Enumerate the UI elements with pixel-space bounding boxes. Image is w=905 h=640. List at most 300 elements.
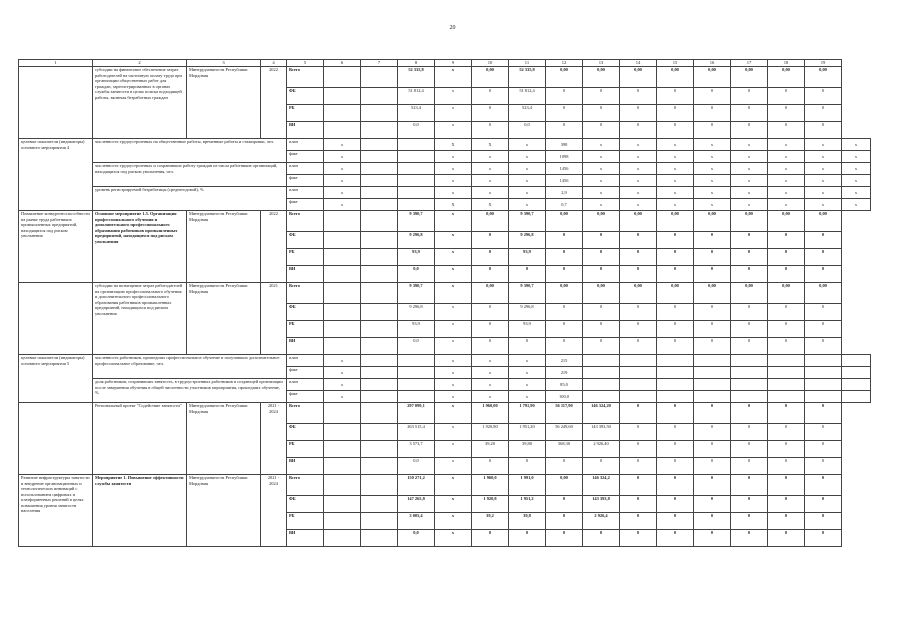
page-number: 20 — [449, 25, 456, 31]
indicator-name: численность работников, прошедших профессиональное обучение и получивших дополнительное профессиональное образование, чел. — [93, 355, 287, 379]
value-cell: 0 — [583, 122, 620, 139]
source-cell: Всего — [287, 403, 324, 424]
source-cell: РБ — [287, 513, 324, 530]
value-cell: 0 — [472, 530, 509, 547]
value-cell: 0 — [768, 458, 805, 475]
value-cell: х — [435, 151, 472, 163]
source-cell: Всего — [287, 283, 324, 304]
value-cell: 0 — [768, 513, 805, 530]
value-cell — [842, 391, 871, 403]
value-cell: 0 — [583, 249, 620, 266]
value-cell: 1456 — [546, 175, 583, 187]
value-cell: 0 — [694, 105, 731, 122]
value-cell: 9 296,8 — [398, 232, 435, 249]
value-cell: х — [842, 151, 871, 163]
empty-cell — [398, 199, 435, 211]
value-cell — [731, 367, 768, 379]
executor-cell: Минтрудзанятости Республики Мордовия — [187, 403, 261, 475]
value-cell: 0 — [768, 496, 805, 513]
empty-cell — [324, 122, 361, 139]
value-cell — [805, 367, 842, 379]
value-cell: 0 — [472, 122, 509, 139]
value-cell: Х — [472, 199, 509, 211]
empty-cell — [361, 211, 398, 232]
value-cell: 0 — [694, 232, 731, 249]
value-cell: 0 — [546, 321, 583, 338]
value-cell: 9 390,7 — [398, 211, 435, 232]
empty-cell — [324, 232, 361, 249]
value-cell: 0 — [583, 304, 620, 321]
source-cell: ФБ — [287, 88, 324, 105]
value-cell: х — [509, 187, 546, 199]
funding-row — [19, 475, 871, 496]
value-cell: 0 — [731, 249, 768, 266]
value-cell: х — [731, 175, 768, 187]
value-cell: х — [435, 441, 472, 458]
value-cell: х — [805, 187, 842, 199]
value-cell: 0 — [694, 496, 731, 513]
empty-cell — [361, 496, 398, 513]
period-cell: 2022 — [261, 67, 287, 139]
value-cell — [805, 391, 842, 403]
value-cell: 0 — [620, 122, 657, 139]
value-cell: 0,00 — [657, 211, 694, 232]
value-cell: 0,00 — [731, 67, 768, 88]
value-cell: 0 — [694, 249, 731, 266]
value-cell: х — [583, 175, 620, 187]
funding-row — [19, 67, 871, 88]
value-cell — [731, 391, 768, 403]
column-number: 5 — [287, 60, 324, 67]
source-cell: РБ — [287, 441, 324, 458]
value-cell: 0 — [805, 496, 842, 513]
empty-cell — [361, 175, 398, 187]
value-cell: х — [435, 283, 472, 304]
empty-cell — [361, 355, 398, 367]
value-cell: 0,00 — [620, 283, 657, 304]
value-cell: х — [694, 139, 731, 151]
value-cell — [731, 355, 768, 367]
indicator-group-label: целевые показатели (индикаторы) основного мероприятия 5 — [19, 355, 93, 403]
value-cell: х — [435, 266, 472, 283]
value-cell — [768, 355, 805, 367]
empty-cell — [398, 355, 435, 367]
value-cell: 0,0 — [398, 458, 435, 475]
value-cell: х — [768, 139, 805, 151]
empty-cell — [361, 249, 398, 266]
value-cell: 0,00 — [805, 211, 842, 232]
value-cell: 0 — [620, 513, 657, 530]
value-cell: 0 — [620, 266, 657, 283]
value-cell: 0 — [546, 338, 583, 355]
value-cell — [731, 379, 768, 391]
empty-cell — [361, 266, 398, 283]
value-cell: 0 — [768, 249, 805, 266]
value-cell: 0 — [657, 88, 694, 105]
value-cell: 0 — [805, 338, 842, 355]
value-cell: 0,00 — [546, 283, 583, 304]
empty-cell — [324, 105, 361, 122]
value-cell: х — [805, 175, 842, 187]
goal-cell — [19, 67, 93, 139]
value-cell: 1456 — [546, 163, 583, 175]
value-cell: х — [657, 187, 694, 199]
plan-fact-label: план — [287, 163, 324, 175]
value-cell: 0 — [546, 304, 583, 321]
empty-cell — [361, 163, 398, 175]
value-cell: 219 — [546, 367, 583, 379]
value-cell: х — [435, 304, 472, 321]
value-cell: 0 — [768, 122, 805, 139]
source-cell: ВИ — [287, 458, 324, 475]
value-cell: 93,9 — [509, 321, 546, 338]
value-cell: х — [324, 391, 361, 403]
value-cell: 0 — [731, 458, 768, 475]
value-cell: 1 960,0 — [472, 475, 509, 496]
value-cell: Х — [472, 139, 509, 151]
indicator-name: численность трудоустроенных на общественные работы, временные работы и стажировки, чел. — [93, 139, 287, 163]
value-cell: 0,00 — [583, 211, 620, 232]
value-cell: 0 — [657, 304, 694, 321]
value-cell: х — [509, 391, 546, 403]
value-cell: 0,00 — [546, 475, 583, 496]
empty-cell — [361, 367, 398, 379]
value-cell: 2,9 — [546, 187, 583, 199]
column-number: 15 — [657, 60, 694, 67]
empty-cell — [361, 424, 398, 441]
column-number: 12 — [546, 60, 583, 67]
value-cell: х — [435, 513, 472, 530]
value-cell: 0 — [694, 530, 731, 547]
value-cell: х — [805, 199, 842, 211]
value-cell: 0 — [620, 458, 657, 475]
value-cell: 0 — [768, 475, 805, 496]
value-cell: 0 — [620, 496, 657, 513]
value-cell: 39,20 — [472, 441, 509, 458]
value-cell: х — [731, 139, 768, 151]
value-cell: 0 — [620, 441, 657, 458]
empty-cell — [361, 391, 398, 403]
value-cell: 0,0 — [398, 338, 435, 355]
value-cell — [694, 367, 731, 379]
empty-cell — [361, 530, 398, 547]
empty-cell — [324, 424, 361, 441]
value-cell: х — [472, 151, 509, 163]
value-cell: 0 — [731, 475, 768, 496]
plan-fact-label: факт — [287, 175, 324, 187]
value-cell: 9 296,8 — [398, 304, 435, 321]
value-cell: 0 — [694, 88, 731, 105]
value-cell: 146 324,20 — [583, 403, 620, 424]
value-cell: 0 — [620, 232, 657, 249]
value-cell: х — [805, 163, 842, 175]
value-cell: 0,00 — [472, 283, 509, 304]
value-cell: 39,8 — [509, 513, 546, 530]
value-cell: 0 — [731, 513, 768, 530]
value-cell: х — [509, 367, 546, 379]
funding-row — [19, 403, 871, 424]
value-cell — [768, 391, 805, 403]
value-cell: 0 — [731, 441, 768, 458]
value-cell: 0,00 — [805, 283, 842, 304]
value-cell: 0,00 — [768, 211, 805, 232]
value-cell: х — [509, 151, 546, 163]
value-cell: х — [472, 163, 509, 175]
value-cell: х — [768, 187, 805, 199]
empty-cell — [324, 403, 361, 424]
value-cell: 0,00 — [657, 67, 694, 88]
value-cell: 0 — [583, 105, 620, 122]
value-cell: 0 — [657, 403, 694, 424]
value-cell: 0 — [620, 475, 657, 496]
value-cell: 0 — [620, 88, 657, 105]
value-cell: х — [805, 139, 842, 151]
column-number: 18 — [768, 60, 805, 67]
value-cell: 0 — [546, 266, 583, 283]
value-cell: 0 — [657, 458, 694, 475]
column-number: 8 — [398, 60, 435, 67]
source-cell: ФБ — [287, 496, 324, 513]
value-cell: 263 515,4 — [398, 424, 435, 441]
value-cell: 0 — [768, 441, 805, 458]
empty-cell — [361, 513, 398, 530]
value-cell: 0 — [694, 321, 731, 338]
indicator-row — [19, 163, 871, 175]
empty-cell — [361, 139, 398, 151]
value-cell: 0 — [657, 424, 694, 441]
value-cell: х — [435, 321, 472, 338]
empty-cell — [324, 88, 361, 105]
value-cell: х — [472, 367, 509, 379]
value-cell: 0 — [694, 338, 731, 355]
value-cell: 0 — [694, 458, 731, 475]
value-cell: х — [509, 175, 546, 187]
value-cell: 0 — [583, 321, 620, 338]
indicator-row — [19, 379, 871, 391]
program-table — [18, 59, 871, 547]
value-cell: 0 — [805, 304, 842, 321]
value-cell: 0 — [620, 105, 657, 122]
value-cell: 0 — [472, 338, 509, 355]
value-cell: 0,00 — [583, 67, 620, 88]
value-cell: х — [509, 199, 546, 211]
column-number: 4 — [261, 60, 287, 67]
plan-fact-label: план — [287, 139, 324, 151]
header-row — [19, 60, 871, 67]
period-cell: 2021 — [261, 283, 287, 355]
value-cell: х — [768, 175, 805, 187]
plan-fact-label: план — [287, 379, 324, 391]
value-cell: х — [435, 496, 472, 513]
empty-cell — [361, 283, 398, 304]
column-number: 6 — [324, 60, 361, 67]
value-cell: х — [731, 151, 768, 163]
value-cell: х — [731, 199, 768, 211]
value-cell: Х — [435, 199, 472, 211]
value-cell: 1 791,90 — [509, 403, 546, 424]
value-cell: 143 393,50 — [583, 424, 620, 441]
value-cell — [805, 355, 842, 367]
measure-cell: субсидии на возмещение затрат работодателей на организацию профессионального обучения и дополнительного профессионального образования работников промышленных предприятий, находящихся под риском увольнения — [93, 283, 187, 355]
value-cell: 0,00 — [657, 283, 694, 304]
value-cell: 0 — [805, 88, 842, 105]
value-cell: 0,00 — [546, 67, 583, 88]
value-cell: 0 — [805, 122, 842, 139]
value-cell: 0,0 — [398, 122, 435, 139]
value-cell: х — [324, 199, 361, 211]
measure-cell: Региональный проект "Содействие занятости" — [93, 403, 187, 475]
source-cell: ФБ — [287, 304, 324, 321]
value-cell: х — [324, 139, 361, 151]
value-cell: х — [472, 187, 509, 199]
value-cell: 0 — [731, 530, 768, 547]
value-cell: х — [620, 163, 657, 175]
value-cell: 0 — [472, 321, 509, 338]
goal-cell — [19, 283, 93, 355]
value-cell: 0 — [805, 232, 842, 249]
empty-cell — [324, 458, 361, 475]
value-cell: 9 296,8 — [509, 304, 546, 321]
value-cell: 0 — [805, 424, 842, 441]
value-cell: Х — [435, 139, 472, 151]
value-cell: х — [657, 163, 694, 175]
value-cell: 0 — [768, 232, 805, 249]
empty-cell — [361, 304, 398, 321]
value-cell: х — [731, 163, 768, 175]
value-cell: х — [435, 379, 472, 391]
value-cell: 1 960,00 — [472, 403, 509, 424]
column-number: 3 — [187, 60, 261, 67]
value-cell: 0 — [620, 321, 657, 338]
value-cell: х — [805, 151, 842, 163]
column-number: 19 — [805, 60, 842, 67]
value-cell: 0 — [731, 321, 768, 338]
value-cell: 0,00 — [768, 283, 805, 304]
value-cell: 1098 — [546, 151, 583, 163]
empty-cell — [361, 88, 398, 105]
empty-cell — [324, 530, 361, 547]
value-cell: 0,00 — [731, 283, 768, 304]
value-cell: х — [324, 355, 361, 367]
value-cell: 523,4 — [398, 105, 435, 122]
empty-cell — [324, 441, 361, 458]
value-cell: 0 — [472, 232, 509, 249]
value-cell: 0 — [805, 105, 842, 122]
value-cell: 0 — [472, 266, 509, 283]
column-number: 7 — [361, 60, 398, 67]
empty-cell — [398, 139, 435, 151]
value-cell — [805, 379, 842, 391]
measure-cell: Основное мероприятие 1.5. Организация профессионального обучения и дополнительного профессионального образования работников промышленных предприятий, находящихся под риском увольнения — [93, 211, 187, 283]
goal-cell — [19, 403, 93, 475]
column-number: 17 — [731, 60, 768, 67]
value-cell: 0 — [546, 458, 583, 475]
empty-cell — [361, 199, 398, 211]
value-cell: х — [657, 199, 694, 211]
empty-cell — [398, 379, 435, 391]
value-cell: х — [620, 139, 657, 151]
value-cell: х — [435, 475, 472, 496]
value-cell: х — [435, 175, 472, 187]
value-cell: х — [768, 199, 805, 211]
funding-row — [19, 211, 871, 232]
value-cell: х — [620, 187, 657, 199]
value-cell — [583, 391, 620, 403]
value-cell: 52 335,8 — [398, 67, 435, 88]
value-cell: 0 — [805, 458, 842, 475]
empty-cell — [324, 475, 361, 496]
value-cell: 9 390,7 — [509, 283, 546, 304]
value-cell — [657, 379, 694, 391]
value-cell: х — [768, 151, 805, 163]
value-cell: х — [620, 151, 657, 163]
value-cell: х — [768, 163, 805, 175]
plan-fact-label: план — [287, 355, 324, 367]
value-cell: 1 991,0 — [509, 475, 546, 496]
value-cell: х — [324, 175, 361, 187]
value-cell: 0 — [731, 403, 768, 424]
executor-cell: Минтрудзанятости Республики Мордовия — [187, 211, 261, 283]
value-cell: 0 — [768, 530, 805, 547]
value-cell: х — [472, 355, 509, 367]
value-cell: х — [694, 151, 731, 163]
value-cell: 100,0 — [546, 391, 583, 403]
value-cell: 0 — [805, 321, 842, 338]
value-cell: 1 920,80 — [472, 424, 509, 441]
value-cell: 297 099,1 — [398, 403, 435, 424]
empty-cell — [324, 266, 361, 283]
source-cell: ВИ — [287, 266, 324, 283]
value-cell: 0 — [768, 266, 805, 283]
empty-cell — [361, 403, 398, 424]
value-cell: 0 — [620, 403, 657, 424]
value-cell: 0 — [583, 88, 620, 105]
value-cell: х — [583, 139, 620, 151]
value-cell: 3 005,4 — [398, 513, 435, 530]
value-cell — [620, 367, 657, 379]
value-cell: х — [583, 199, 620, 211]
source-cell: Всего — [287, 475, 324, 496]
empty-cell — [361, 321, 398, 338]
indicator-row — [19, 187, 871, 199]
value-cell: 0 — [694, 266, 731, 283]
value-cell: 0 — [472, 105, 509, 122]
empty-cell — [398, 187, 435, 199]
value-cell: х — [435, 122, 472, 139]
source-cell: ВИ — [287, 122, 324, 139]
source-cell: Всего — [287, 211, 324, 232]
value-cell: 0 — [657, 266, 694, 283]
value-cell: х — [842, 175, 871, 187]
value-cell: 85,0 — [546, 379, 583, 391]
value-cell: х — [435, 187, 472, 199]
value-cell: 0 — [509, 530, 546, 547]
column-number: 14 — [620, 60, 657, 67]
value-cell: х — [694, 187, 731, 199]
value-cell: 0 — [620, 424, 657, 441]
empty-cell — [361, 105, 398, 122]
source-cell: РБ — [287, 249, 324, 266]
value-cell: х — [509, 163, 546, 175]
value-cell: 398 — [546, 139, 583, 151]
value-cell: 0 — [472, 249, 509, 266]
value-cell: 0 — [731, 232, 768, 249]
value-cell: 2 926,40 — [583, 441, 620, 458]
value-cell: х — [435, 530, 472, 547]
value-cell: 0 — [731, 88, 768, 105]
empty-cell — [361, 122, 398, 139]
value-cell: 0,0 — [398, 530, 435, 547]
